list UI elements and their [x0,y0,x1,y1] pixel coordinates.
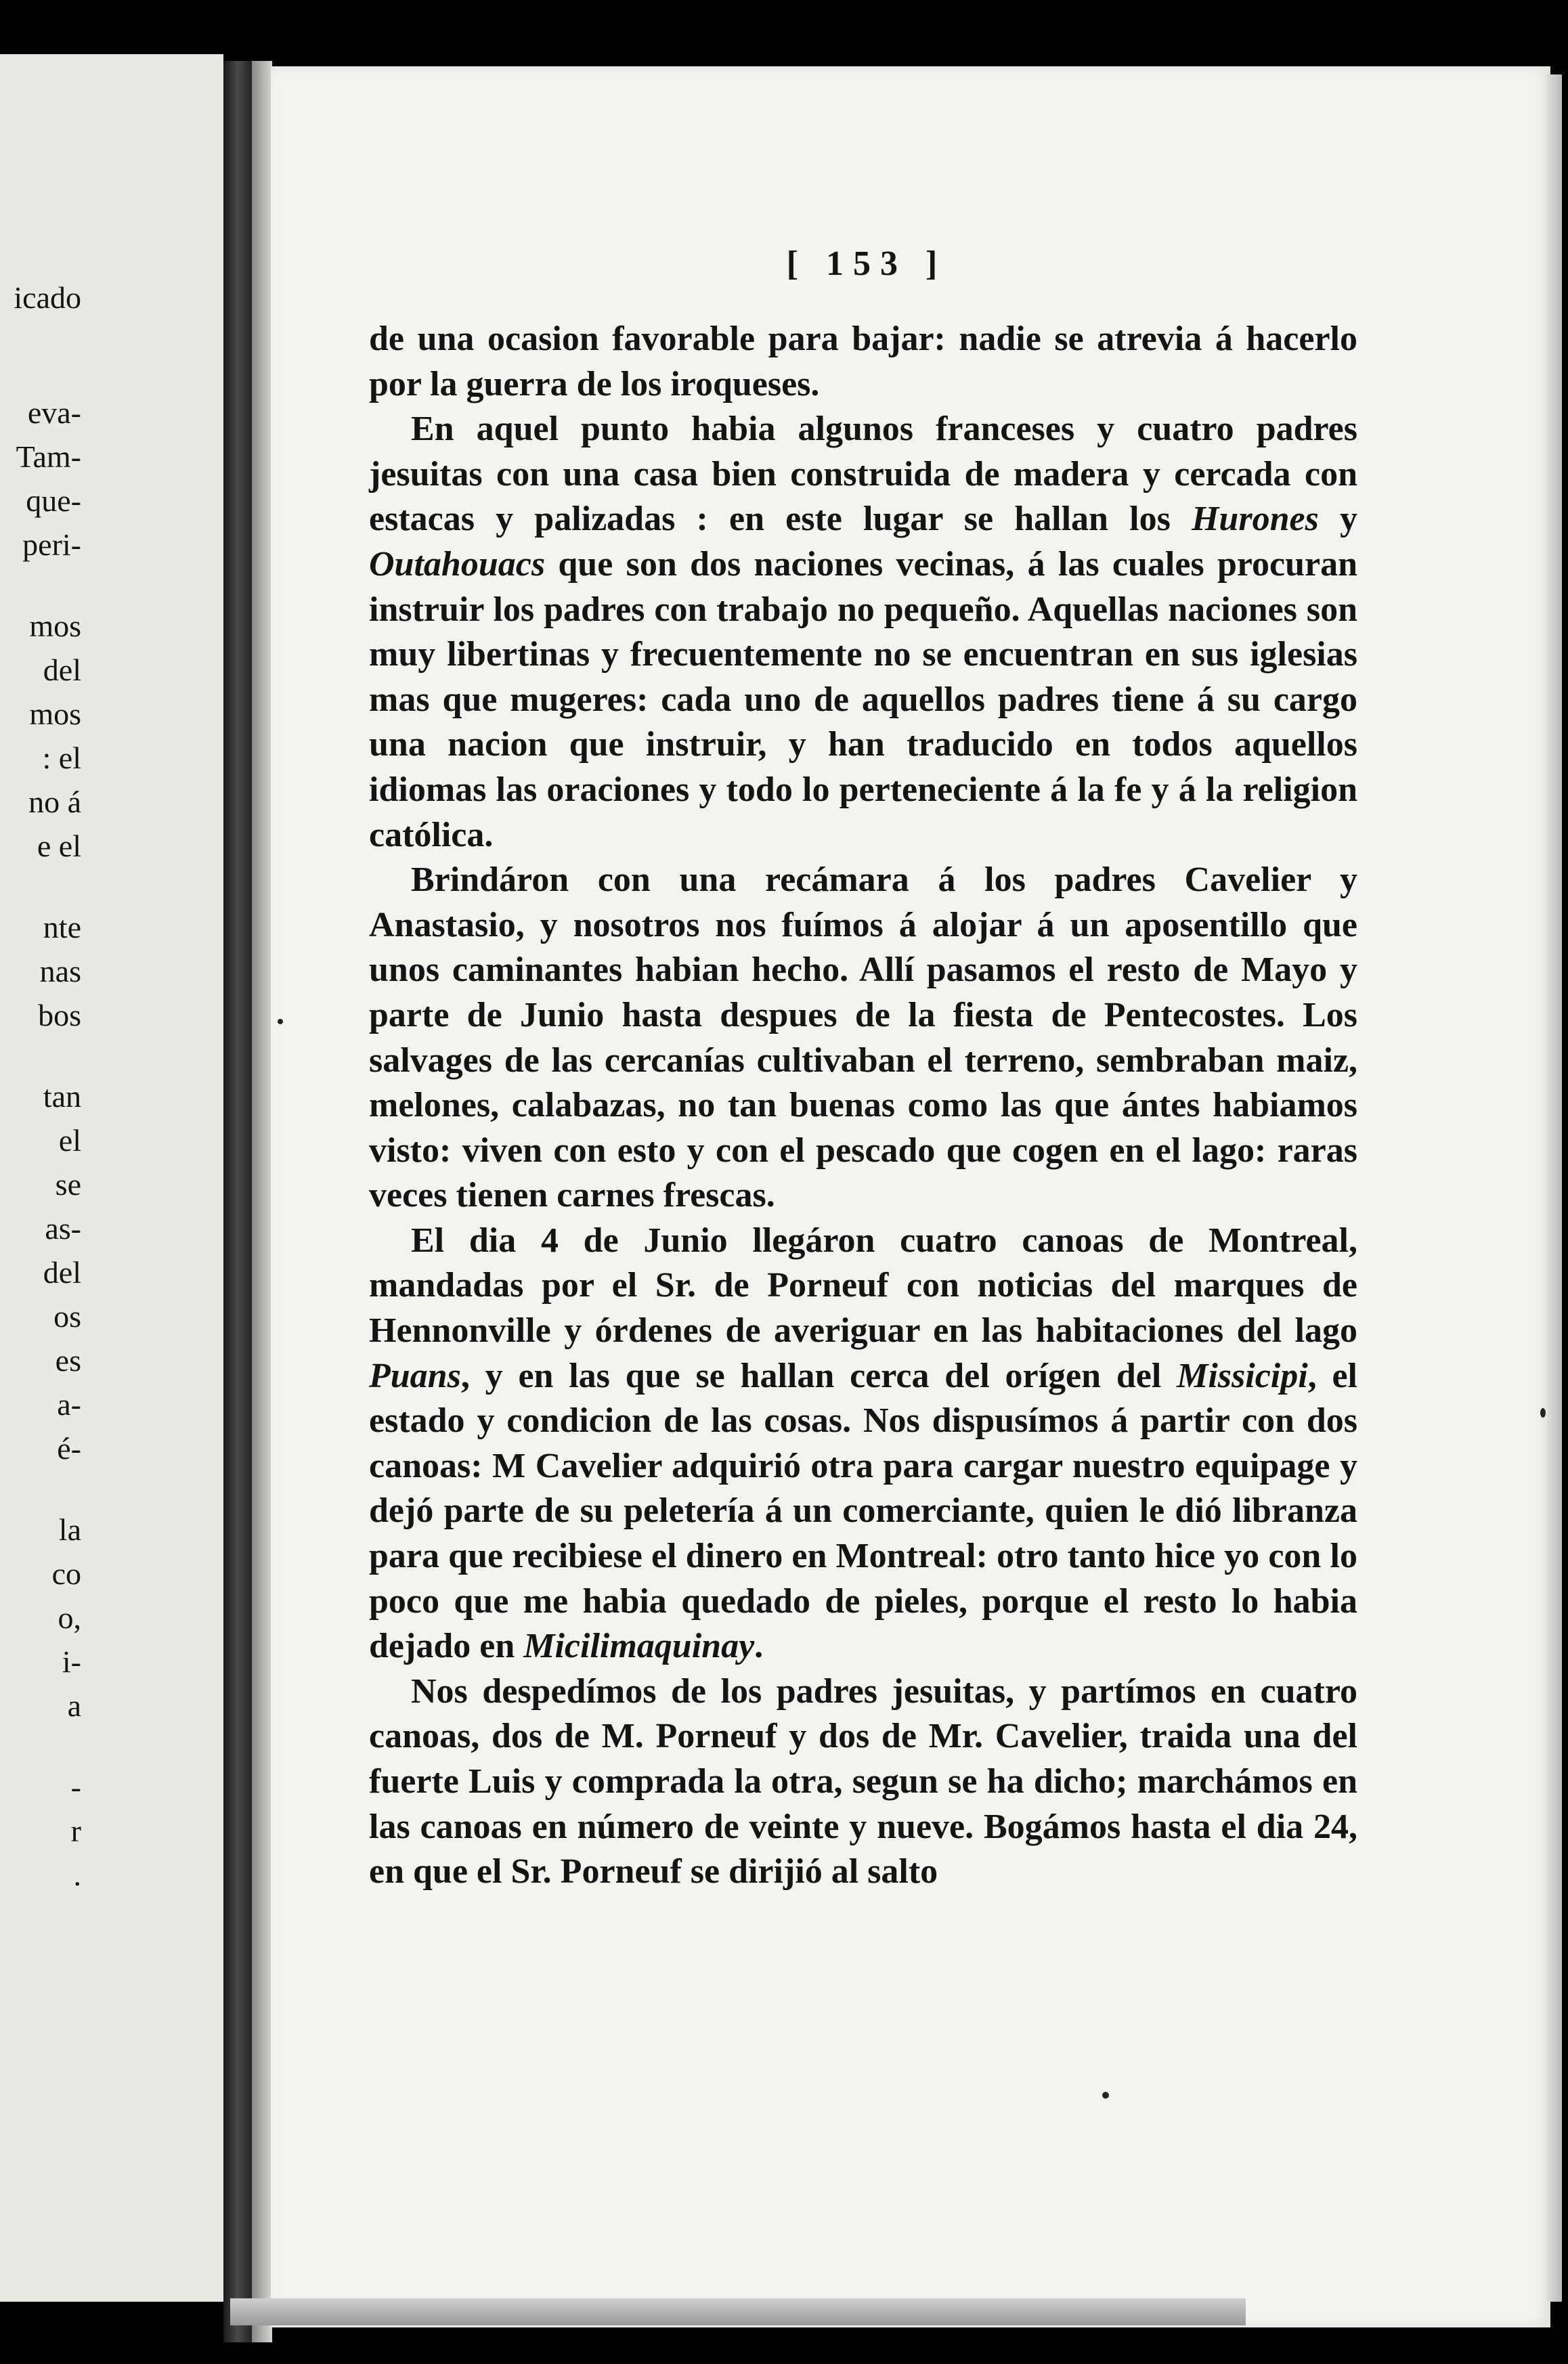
ink-spot [1102,2092,1109,2099]
italic-term: Puans [369,1356,461,1395]
left-page-fragment: i- [62,1644,81,1679]
left-page-fragment: nte [43,910,81,944]
italic-term: Hurones [1191,500,1319,539]
left-page-fragment: os [53,1299,81,1334]
left-page-fragment: el [58,1123,81,1158]
text-run: y [1318,500,1357,539]
left-page-fragment: mos [29,609,81,643]
text-run: Nos despedímos de los padres jesuitas, y partímos en cuatro canoas, dos de M. Porneuf y dos de Mr. Cavelier, traida una del fuerte Luis y comprada la otra, segun se ha dicho; marchámos en las canoas en número de veinte y nueve. Bogámos hasta el dia 24, en que el Sr. Porneuf se dirijió al salto [369,1671,1357,1891]
left-facing-page [0,54,223,2302]
page-number: [ 153 ] [786,244,947,283]
page-gutter [252,61,272,2342]
left-page-fragment: la [58,1512,81,1547]
italic-term: Missicipi [1177,1356,1308,1395]
left-page-fragment: - [70,1770,81,1804]
italic-term: Outahouacs [369,544,546,584]
left-page-fragment: es [55,1343,81,1378]
left-page-fragment: o, [58,1600,81,1635]
left-page-fragment: Tam- [16,439,81,474]
paragraph [369,407,1357,858]
left-page-fragment: nas [39,954,81,988]
ink-spot [1540,1408,1546,1418]
paragraph [369,1219,1357,1669]
bottom-page-edge [230,2298,1246,2325]
left-page-fragment: a [67,1688,81,1723]
left-page-fragment: a- [57,1387,81,1422]
body-text [369,317,1357,1895]
left-page-fragment: as- [45,1211,81,1246]
left-page-fragment: mos [29,697,81,731]
left-page-fragment: peri- [22,527,81,562]
paragraph [369,858,1357,1219]
left-page-fragment: no á [28,785,81,819]
paragraph [369,317,1357,407]
text-run: que son dos naciones vecinas, á las cuales procuran instruir los padres con trabajo no pequeño. Aquellas naciones son muy libertinas y frecuentemente no se encuentran en sus iglesias mas que mugeres: cada uno de aquellos padres tiene á su cargo una nacion que instruir, y han traducido en todos aquellos idiomas las oraciones y todo lo perteneciente á la fe y á la religion católica. [369,544,1357,854]
ink-spot [278,1019,283,1024]
left-page-fragment: r [70,1814,81,1848]
page-edge [1547,74,1562,2302]
left-page-fragment: : el [42,741,81,775]
text-run: Brindáron con una recámara á los padres Cavelier y Anastasio, y nosotros nos fuímos á alojar á un aposentillo que unos caminantes habian hecho. Allí pasamos el resto de Mayo y parte de Junio hasta despues de la fiesta de Pentecostes. Los salvages de las cercanías cultivaban el terreno, sembraban maiz, melones, calabazas, no tan buenas como las que ántes habiamos visto: viven con esto y con el pescado que cogen en el lago: raras veces tienen carnes frescas. [369,860,1357,1215]
text-run: El dia 4 de Junio llegáron cuatro canoas de Montreal, mandadas por el Sr. de Porneuf con noticias del marques de Hennonville y órdenes de averiguar en las habitaciones del lago [369,1221,1357,1351]
left-page-fragment: del [43,653,81,687]
text-run: En aquel punto habia algunos franceses y cuatro padres jesuitas con una casa bien construida de madera y cercada con estacas y palizadas : en este lugar se hallan los [369,410,1357,539]
italic-term: Micilimaquinay [523,1627,755,1666]
book-spine [223,61,252,2342]
left-page-fragment: eva- [27,395,81,430]
text-run: . [754,1627,764,1666]
left-page-fragment: e el [37,829,81,863]
text-run: , el estado y condicion de las cosas. Nos dispusímos á partir con dos canoas: M Cavelier adquirió otra para cargar nuestro equipage y dejó parte de su peletería á un comerciante, quien le dió libranza para que recibiese el dinero en Montreal: otro tanto hice yo con lo poco que me habia quedado de pieles, porque el resto lo habia dejado en [369,1356,1357,1666]
left-page-fragment: se [55,1167,81,1202]
paragraph [369,1669,1357,1895]
left-page-fragment: icado [14,280,81,315]
left-page-fragment: del [43,1255,81,1290]
left-page-fragment: que- [26,483,81,518]
left-page-fragment: é- [57,1431,81,1466]
left-page-text-fragments [0,54,223,2302]
left-page-fragment: co [51,1556,81,1591]
text-run: de una ocasion favorable para bajar: nadie se atrevia á hacerlo por la guerra de los iroqueses. [369,320,1357,403]
left-page-fragment: . [73,1858,81,1892]
text-run: , y en las que se hallan cerca del orígen del [460,1356,1177,1395]
left-page-fragment: tan [43,1079,81,1114]
left-page-fragment: bos [38,998,81,1032]
